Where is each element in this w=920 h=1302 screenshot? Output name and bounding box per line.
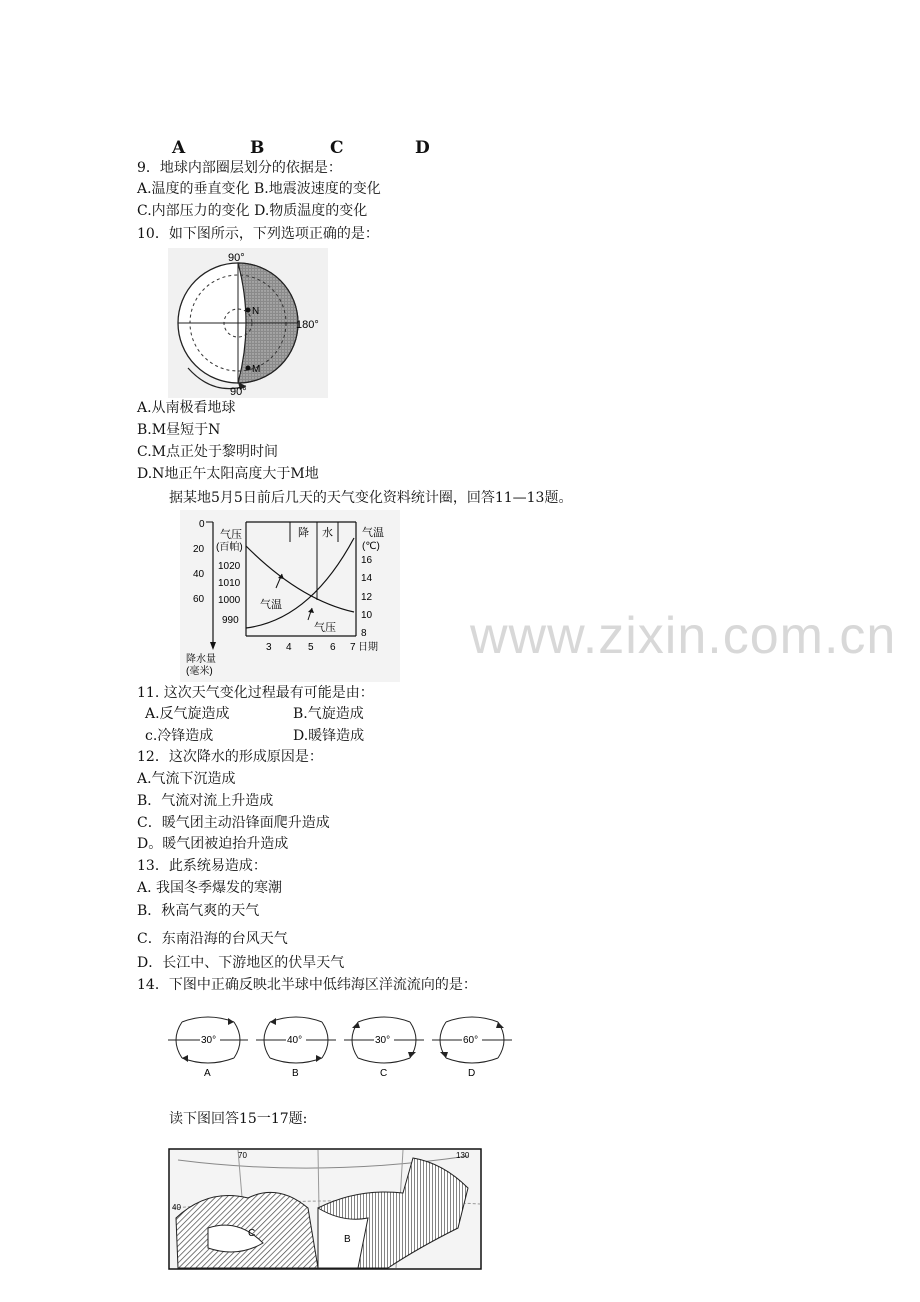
day-4: 4 — [286, 642, 292, 653]
china-map-figure — [168, 1148, 482, 1270]
q12-option-c: C．暖气团主动沿锋面爬升造成 — [137, 815, 330, 831]
earth-illumination-figure — [168, 248, 328, 398]
day-3: 3 — [266, 642, 272, 653]
gyre-a-label: A — [204, 1068, 211, 1079]
point-n-label: N — [252, 306, 260, 317]
precip-axis-unit: (毫米) — [186, 666, 213, 677]
temp-tick-14: 14 — [361, 573, 373, 584]
option-letter-c: C — [330, 138, 344, 158]
longitude-label-70: 70 — [238, 1151, 247, 1160]
point-m-label: M — [252, 364, 261, 375]
pressure-tick-990: 990 — [222, 615, 239, 626]
q11-option-b: B.气旋造成 — [293, 706, 364, 722]
pressure-tick-1010: 1010 — [218, 578, 241, 589]
option-letter-b: B — [250, 138, 265, 158]
q9-options-ab: A.温度的垂直变化 B.地震波速度的变化 — [137, 181, 381, 197]
watermark: www.zixin.com.cn — [470, 607, 897, 665]
q11-option-c: c.冷锋造成 — [145, 728, 214, 744]
gyre-d — [432, 1017, 512, 1079]
q10-stem: 10．如下图所示，下列选项正确的是： — [137, 226, 379, 242]
pressure-tick-1000: 1000 — [218, 595, 241, 606]
q9-stem: 9．地球内部圈层划分的依据是： — [137, 160, 342, 176]
meridian-right-label: 180° — [296, 319, 319, 331]
day-7: 7 — [350, 642, 356, 653]
gyre-a-latitude: 30° — [201, 1035, 217, 1046]
pressure-curve-label: 气压 — [314, 622, 336, 634]
q10-option-d: D.N地正午太阳高度大于M地 — [137, 466, 319, 482]
western-region — [176, 1192, 318, 1268]
weather-chart — [180, 510, 400, 682]
option-letter-d: D — [415, 138, 430, 158]
ocean-current-figure — [168, 1008, 518, 1083]
gyre-c-latitude: 30° — [375, 1035, 391, 1046]
q12-option-d: D。暖气团被迫抬升造成 — [137, 836, 289, 852]
temp-tick-10: 10 — [361, 610, 373, 621]
q13-option-c: C．东南沿海的台风天气 — [137, 931, 288, 947]
precip-tick-40: 40 — [193, 569, 205, 580]
gyre-b — [256, 1017, 336, 1079]
q10-option-c: C.M点正处于黎明时间 — [137, 444, 278, 460]
map-label-b: B — [344, 1234, 351, 1245]
gyre-d-latitude: 60° — [463, 1035, 479, 1046]
precip-label-2: 水 — [322, 527, 333, 539]
q12-stem: 12．这次降水的形成原因是： — [137, 749, 323, 765]
day-6: 6 — [330, 642, 336, 653]
day-5: 5 — [308, 642, 314, 653]
q11-stem: 11. 这次天气变化过程最有可能是由： — [137, 685, 374, 701]
option-letter-a: A — [172, 138, 186, 158]
pressure-axis-label: 气压 — [220, 529, 242, 541]
q10-option-a: A.从南极看地球 — [137, 400, 236, 416]
q13-stem: 13．此系统易造成： — [137, 858, 267, 874]
gyre-b-latitude: 40° — [287, 1035, 303, 1046]
meridian-bottom-label: 90° — [230, 386, 247, 398]
temp-axis-unit: (℃) — [362, 541, 380, 552]
temp-tick-8: 8 — [361, 628, 367, 639]
q11-option-d: D.暖锋造成 — [293, 728, 365, 744]
longitude-label-130: 130 — [456, 1151, 470, 1160]
temp-tick-16: 16 — [361, 555, 373, 566]
q12-option-b: B．气流对流上升造成 — [137, 793, 274, 809]
precip-tick-60: 60 — [193, 594, 205, 605]
temperature-curve-label: 气温 — [260, 599, 282, 611]
gyre-c-label: C — [380, 1068, 388, 1079]
q9-options-cd: C.内部压力的变化 D.物质温度的变化 — [137, 203, 368, 219]
q13-option-b: B．秋高气爽的天气 — [137, 903, 260, 919]
q10-option-b: B.M昼短于N — [137, 422, 221, 438]
intro-15-17: 读下图回答15一17题: — [169, 1111, 308, 1127]
q13-option-a: A. 我国冬季爆发的寒潮 — [137, 880, 283, 896]
precip-tick-20: 20 — [193, 544, 205, 555]
gyre-b-label: B — [292, 1068, 299, 1079]
temp-axis-label: 气温 — [362, 527, 384, 539]
q14-stem: 14．下图中正确反映北半球中低纬海区洋流流向的是： — [137, 977, 477, 993]
latitude-label: 40 — [172, 1203, 181, 1212]
x-axis-label: 日期 — [358, 642, 378, 653]
gyre-d-label: D — [468, 1068, 476, 1079]
meridian-top-label: 90° — [228, 252, 245, 264]
gyre-c — [344, 1017, 424, 1079]
q11-option-a: A.反气旋造成 — [145, 706, 230, 722]
pressure-tick-1020: 1020 — [218, 561, 241, 572]
precip-axis-label: 降水量 — [186, 654, 216, 665]
pressure-axis-unit: (百帕) — [216, 542, 243, 553]
gyre-a — [168, 1017, 248, 1079]
map-label-c: C — [248, 1228, 256, 1239]
intro-11-13: 据某地5月5日前后几天的天气变化资料统计圈，回答11—13题。 — [169, 490, 573, 506]
precip-tick-0: 0 — [199, 519, 205, 530]
q13-option-d: D．长江中、下游地区的伏旱天气 — [137, 955, 345, 971]
temp-tick-12: 12 — [361, 592, 373, 603]
precip-label-1: 降 — [298, 527, 309, 539]
q12-option-a: A.气流下沉造成 — [137, 771, 236, 787]
